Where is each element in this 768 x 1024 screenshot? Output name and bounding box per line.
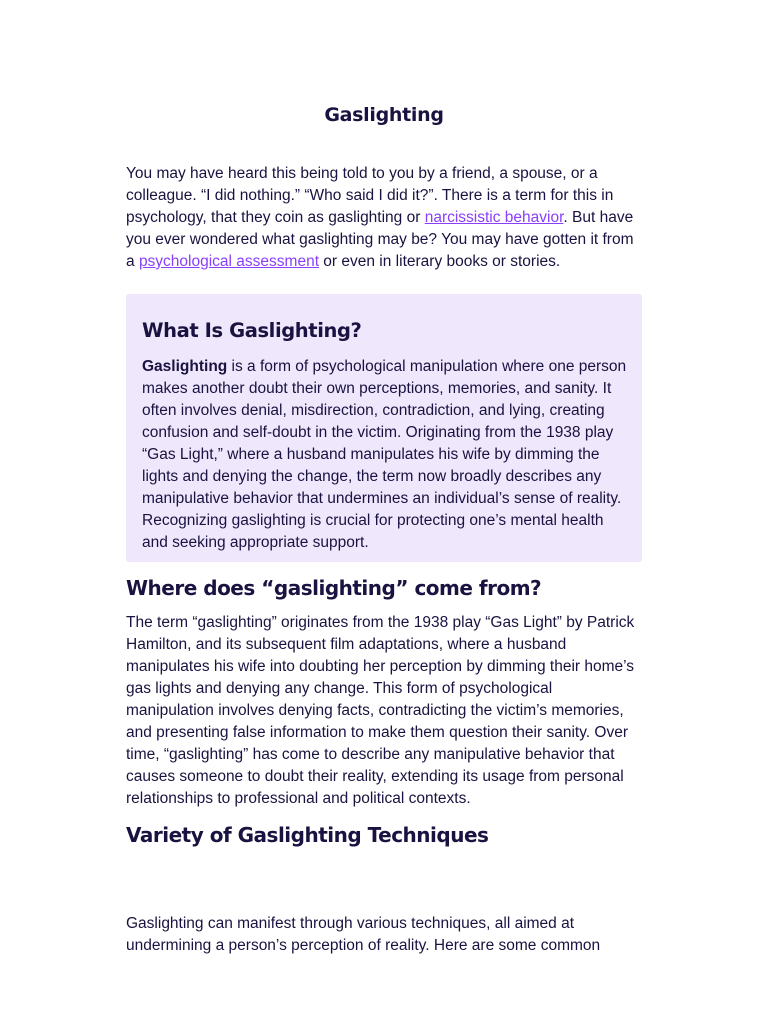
definition-callout [126,294,642,562]
callout-heading: What Is Gaslighting? [142,319,362,342]
callout-paragraph [142,356,628,554]
origin-heading: Where does “gaslighting” come from? [126,576,542,600]
origin-paragraph: The term “gaslighting” originates from the 1938 play “Gas Light” by Patrick Hamilton, and its subsequent film adaptations, where a husband manipulates his wife into doubting her perception by dimming their home’s gas lights and denying any change. This form of psychological manipulation involves denying facts, contradicting the victim’s memories, and presenting false information to make them question their sanity. Over time, “gaslighting” has come to describe any manipulative behavior that causes someone to doubt their reality, extending its usage from personal relationships to professional and political contexts. [126,614,635,807]
variety-heading: Variety of Gaslighting Techniques [126,823,489,847]
callout-text: is a form of psychological manipulation where one person makes another doubt their own perceptions, memories, and sanity. It often involves denial, misdirection, contradiction, and lying, creating confusion and self-doubt in the victim. Originating from the 1938 play “Gas Light,” where a husband manipulates his wife by dimming the lights and denying the change, the term now broadly describes any manipulative behavior that undermines an individual’s sense of reality. Recognizing gaslighting is crucial for protecting one’s mental health and seeking appropriate support. [142,358,627,551]
narcissistic-behavior-link[interactable]: narcissistic behavior [424,209,564,226]
variety-paragraph: Gaslighting can manifest through various techniques, all aimed at undermining a person’s perception of reality. Here are some common [126,915,601,954]
callout-bold-term: Gaslighting [142,358,228,375]
psychological-assessment-link[interactable]: psychological assessment [138,253,319,270]
intro-text-2: . But have you ever wondered what gaslighting may be? You may have gotten it from a [126,209,634,270]
intro-text-1: You may have heard this being told to you by a friend, a spouse, or a colleague. “I did nothing.” “Who said I did it?”. There is a term for this in psychology, that they coin as gaslighting or [126,165,614,226]
intro-paragraph [126,163,642,273]
page-title: Gaslighting [324,104,444,126]
intro-text-3: or even in literary books or stories. [319,253,561,270]
